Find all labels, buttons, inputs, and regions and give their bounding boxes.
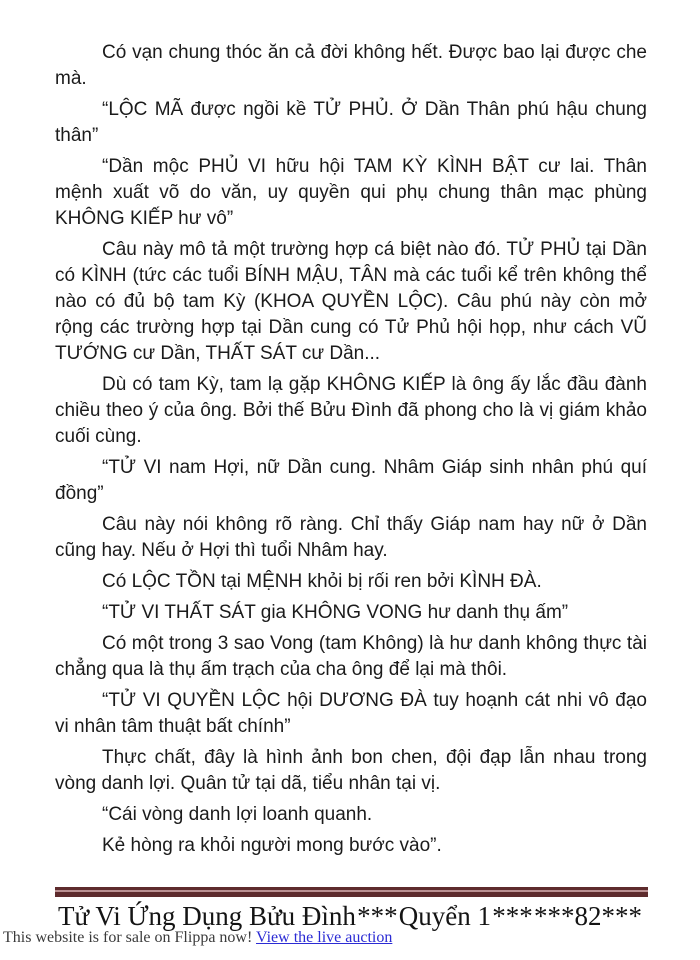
paragraph: Thực chất, đây là hình ảnh bon chen, đội đạp lẫn nhau trong vòng danh lợi. Quân tử tại dã, tiểu nhân tại vị. [55, 747, 647, 794]
watermark-auction-link[interactable]: View the live auction [256, 929, 393, 946]
footer-separator-right: *** [492, 901, 533, 931]
watermark-banner [3, 929, 392, 947]
footer-title-line [58, 901, 642, 932]
footer-separator-left: *** [357, 901, 398, 931]
paragraph: Dù có tam Kỳ, tam lạ gặp KHÔNG KIẾP là ông ấy lắc đầu đành chiều theo ý của ông. Bởi thế Bửu Đình đã phong cho là vị giám khảo cuối cùng. [55, 374, 647, 447]
footer-rule [55, 887, 648, 897]
paragraph: Câu này mô tả một trường hợp cá biệt nào đó. TỬ PHỦ tại Dần có KÌNH (tức các tuổi BÍNH MẬU, TÂN mà các tuổi kể trên không thể nào có đủ bộ tam Kỳ (KHOA QUYỀN LỘC). Câu phú này còn mở rộng các trường hợp tại Dần cung có Tử Phủ hội họp, như cách VŨ TƯỚNG cư Dần, THẤT SÁT cư Dần... [55, 239, 647, 364]
paragraph: Có vạn chung thóc ăn cả đời không hết. Được bao lại được che mà. [55, 42, 647, 89]
paragraph: Có LỘC TỒN tại MỆNH khỏi bị rối ren bởi KÌNH ĐÀ. [102, 571, 542, 592]
quote-paragraph: “Cái vòng danh lợi loanh quanh. [102, 804, 373, 825]
paragraph: Có một trong 3 sao Vong (tam Không) là hư danh không thực tài chẳng qua là thụ ấm trạch của cha ông để lại mà thôi. [55, 633, 647, 680]
quote-paragraph: “TỬ VI THẤT SÁT gia KHÔNG VONG hư danh thụ ấm” [102, 602, 569, 623]
paragraph: Câu này nói không rõ ràng. Chỉ thấy Giáp nam hay nữ ở Dần cũng hay. Nếu ở Hợi thì tuổi Nhâm hay. [55, 514, 647, 561]
quote-paragraph: Kẻ hòng ra khỏi người mong bước vào”. [102, 835, 442, 856]
quote-paragraph: “TỬ VI nam Hợi, nữ Dần cung. Nhâm Giáp sinh nhân phú quí đồng” [55, 457, 647, 504]
page-body [55, 40, 647, 864]
footer-rule-bottom-line [55, 892, 648, 897]
volume-label: Quyển 1 [398, 901, 492, 931]
page-number-marker: ***82*** [533, 901, 642, 931]
watermark-text: This website is for sale on Flippa now! [3, 929, 257, 946]
book-title: Tử Vi Ứng Dụng Bửu Đình [58, 901, 356, 931]
quote-paragraph: “Dần mộc PHỦ VI hữu hội TAM KỲ KÌNH BẬT cư lai. Thân mệnh xuất võ do văn, uy quyền qui phụ chung thân mạc phùng KHÔNG KIẾP hư vô” [55, 156, 647, 229]
quote-paragraph: “LỘC MÃ được ngồi kề TỬ PHỦ. Ở Dần Thân phú hậu chung thân” [55, 99, 647, 146]
quote-paragraph: “TỬ VI QUYỀN LỘC hội DƯƠNG ĐÀ tuy hoạnh cát nhi vô đạo vi nhân tâm thuật bất chính” [55, 690, 647, 737]
